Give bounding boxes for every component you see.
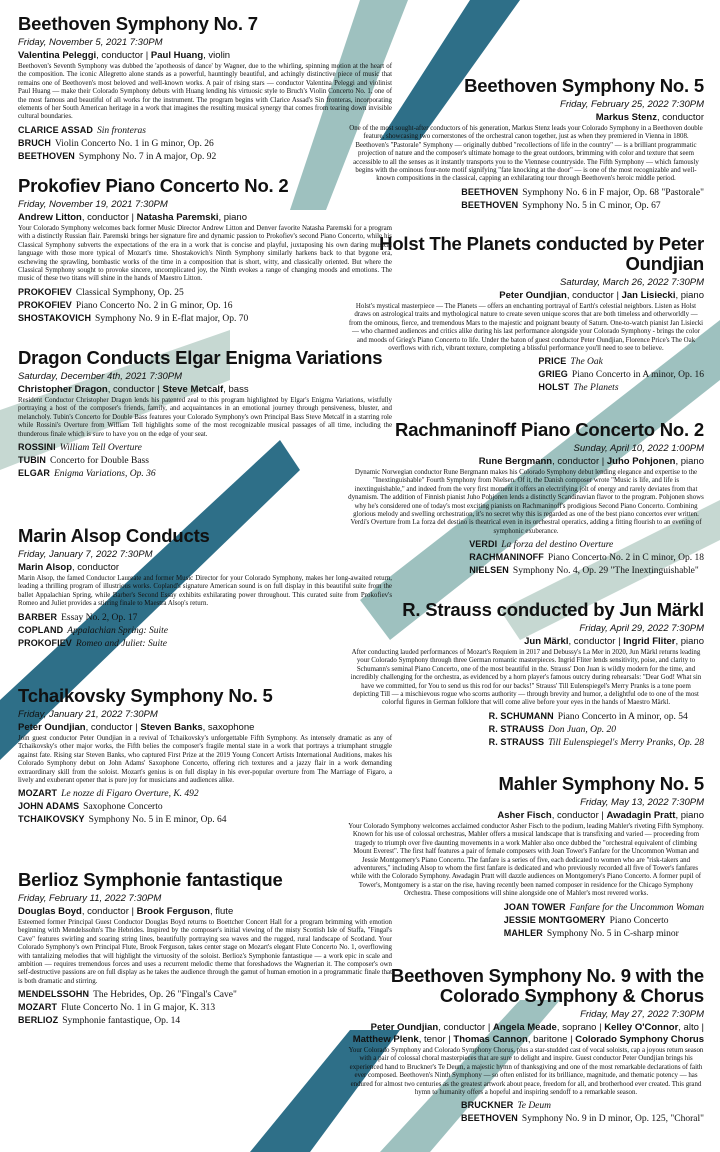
program-list xyxy=(469,538,704,577)
performer-role: , conductor xyxy=(566,290,614,301)
program-composer: MENDELSSOHN xyxy=(18,989,90,1000)
performer-role: , conductor xyxy=(72,562,120,573)
program-item xyxy=(18,611,392,624)
concert-marin-alsop xyxy=(18,526,392,650)
performer-name: Steve Metcalf xyxy=(162,384,224,395)
concert-date: Friday, February 11, 2022 7:30PM xyxy=(18,893,162,904)
concert-title: Berlioz Symphonie fantastique xyxy=(18,869,283,890)
concert-title: Beethoven Symphony No. 9 with the Colorado Symphony & Chorus xyxy=(390,965,704,1006)
concert-title: Beethoven Symphony No. 5 xyxy=(464,75,704,96)
program-item xyxy=(489,710,704,723)
program-list xyxy=(504,901,704,940)
performer-name: Peter Oundjian xyxy=(18,722,86,733)
performer-name: Awadagin Pratt xyxy=(606,810,676,821)
program-item xyxy=(18,467,392,480)
program-composer: BEETHOVEN xyxy=(18,150,75,161)
program-composer: ROSSINI xyxy=(18,442,56,453)
concert-description: Marin Alsop, the famed Conductor Laureate and former Music Director for your Colorado Symphony, makes her long-awaited return, leading a thrilling program of illustrious works. Copland's signature American sound is on full display in this beautiful suite from the ballet Appalachian Spring, while Barber's Second Essay exhibits exhilarating power throughout. This curated suite from Prokofiev's Romeo and Juliet provides a stirring finale to Maestra Alsop's return. xyxy=(18,575,392,608)
concert-prokofiev-2 xyxy=(18,176,392,325)
program-work: Don Juan, Op. 20 xyxy=(548,724,616,735)
program-item xyxy=(18,813,392,826)
performer-line: Peter Oundjian, conductor | Angela Meade, soprano | Kelley O'Connor, alto | Matthew Plenk, tenor | Thomas Cannon, baritone | Colorado Symphony Chorus xyxy=(352,1022,704,1045)
program-list xyxy=(461,1099,704,1125)
performer-role: , conductor xyxy=(81,212,129,223)
concert-date: Friday, November 19, 2021 7:30PM xyxy=(18,199,168,210)
performer-name: Andrew Litton xyxy=(18,212,82,223)
performer-role: , conductor xyxy=(568,636,616,647)
performer-name: Christopher Dragon xyxy=(18,384,108,395)
performer-role: , violin xyxy=(203,50,231,61)
concert-beethoven-9 xyxy=(348,966,704,1126)
concert-description: One of the most sought-after conductors of his generation, Markus Stenz leads your Colorado Symphony in a Beethoven double feature, showcasing two cornerstones of the orchestral canon together, just as when they premiered in Vienna in 1808. Beethoven's "Pastorale" Symphony — originally dubbed "recollections of life in the country" — is a brilliant programmatic projection of nature and the composer's ultimate homage to the great outdoors, brimming with color and texture that seem accessible to all the senses as it instantly transports you to the Viennese countryside. The Fifth Symphony — which famously begins with the ominous four-note motif signifying "fate knocking at the door" — is one of the most recognizable and well-known compositions in the classical, capping an exhilarating tour through Beethoven's heroic middle period. xyxy=(349,125,703,183)
concert-description: Your Colorado Symphony welcomes back former Music Director Andrew Litton and Denver favorite Natasha Paremski for a program with a distinctly Russian flair. Paremski brings her signature fire and dynamic passion to Prokofiev's second Piano Concerto, while his Classical Symphony subverts the expectations of the era in a work that is concise and playful, juxtaposing his own daring musical language with those more typical of Mozart's time. Shostakovich's Ninth Symphony similarly harkens back to that bygone era, eschewing the sprawling, bombastic works of the time in a composition that is short, witty, and classically oriented. But where the Classical Symphony sought to provoke sincere, uncomplicated joy, the Ninth evokes a range of changing moods and emotions. The music of these two titans will shine in the hands of Maestro Litton. xyxy=(18,225,392,283)
performer-name: Brook Ferguson xyxy=(136,906,210,917)
program-item xyxy=(18,299,392,312)
performer-role: , flute xyxy=(210,906,234,917)
performer-line: Christopher Dragon, conductor | Steve Metcalf, bass xyxy=(18,384,249,395)
concert-date: Friday, November 5, 2021 7:30PM xyxy=(18,37,163,48)
program-list xyxy=(18,441,392,480)
program-list xyxy=(489,710,704,749)
program-composer: JESSIE MONTGOMERY xyxy=(503,914,606,925)
performer-line xyxy=(348,112,704,124)
program-work: Symphony No. 5 in E minor, Op. 64 xyxy=(88,815,227,826)
concert-date: Friday, January 7, 2022 7:30PM xyxy=(18,549,153,560)
program-item xyxy=(469,551,704,564)
program-composer: PROKOFIEV xyxy=(18,637,72,648)
performer-name: Jan Lisiecki xyxy=(621,290,676,301)
performer-name: Ingrid Fliter xyxy=(623,636,676,647)
concert-holst-planets xyxy=(348,234,704,395)
performer-line: Asher Fisch, conductor | Awadagin Pratt, piano xyxy=(497,810,704,821)
program-item xyxy=(504,914,704,927)
program-item xyxy=(504,901,704,914)
program-item xyxy=(469,538,704,551)
performer-role: , bass xyxy=(223,384,249,395)
performer-name: Steven Banks xyxy=(140,722,203,733)
program-work: Fanfare for the Uncommon Woman xyxy=(569,902,704,913)
program-composer: BEETHOVEN xyxy=(461,1113,518,1124)
performer-name: Peter Oundjian xyxy=(499,290,567,301)
concert-title: Rachmaninoff Piano Concerto No. 2 xyxy=(395,419,704,440)
performer-line: Douglas Boyd, conductor | Brook Ferguson, flute xyxy=(18,906,234,917)
performer-role: , saxophone xyxy=(202,722,255,733)
program-item xyxy=(538,381,704,394)
concert-date: Friday, February 25, 2022 7:30PM xyxy=(560,99,704,110)
program-work: Concerto for Double Bass xyxy=(50,456,149,467)
performer-name: Asher Fisch xyxy=(497,810,552,821)
program-item xyxy=(18,624,392,637)
program-composer: BRUCH xyxy=(18,137,51,148)
program-work: Piano Concerto No. 2 in C minor, Op. 18 xyxy=(547,553,704,564)
program-composer: HOLST xyxy=(538,382,570,393)
performer-name: Colorado Symphony Chorus xyxy=(575,1034,704,1045)
concert-description: Your Colorado Symphony and Colorado Symphony Chorus, plus a star-studded cast of vocal soloists, cap a joyous return season with a pair of colossal choral masterpieces that are sure to delight and inspire. Guest conductor Peter Oundjian brings his experienced hand to Bruckner's Te Deum, a majestic hymn of thanksgiving and one of the most remarkable declarations of faith ever composed. Beethoven's Ninth Symphony — so often enlisted for its brilliance, magnitude, and thematic potency — has endured for almost two centuries as the greatest artwork about peace, freedom for all, and brotherhood ever created. This grand hymn to humanity offers a hopeful and inspiring sendoff to a remarkable season. xyxy=(348,1047,704,1097)
program-work: The Oak xyxy=(570,357,603,368)
performer-line: Jun Märkl, conductor | Ingrid Fliter, piano xyxy=(524,636,704,647)
performer-line: Peter Oundjian, conductor | Jan Lisiecki, piano xyxy=(499,290,704,301)
program-composer: TCHAIKOVSKY xyxy=(18,814,85,825)
program-list xyxy=(18,611,392,650)
concert-elgar-enigma xyxy=(18,348,392,480)
program-work: Piano Concerto No. 2 in G minor, Op. 16 xyxy=(75,300,233,311)
program-composer: MAHLER xyxy=(503,927,543,938)
performer-name: Paul Huang xyxy=(150,50,204,61)
program-list xyxy=(538,355,704,394)
concert-beethoven-7 xyxy=(18,14,392,163)
performer-role: , conductor xyxy=(657,112,704,123)
performer-line: Andrew Litton, conductor | Natasha Paremski, piano xyxy=(18,212,247,223)
performer-name: Marin Alsop xyxy=(18,562,73,573)
program-item xyxy=(18,787,392,800)
program-list xyxy=(18,787,392,826)
program-work: Essay No. 2, Op. 17 xyxy=(61,612,138,623)
program-composer: R. STRAUSS xyxy=(488,736,545,747)
concert-date: Sunday, April 10, 2022 1:00PM xyxy=(573,443,704,454)
concert-title: Marin Alsop Conducts xyxy=(18,525,210,546)
program-item xyxy=(18,1014,392,1027)
program-work: Symphony No. 7 in A major, Op. 92 xyxy=(78,151,217,162)
program-composer: JOHN ADAMS xyxy=(18,801,80,812)
program-item xyxy=(461,186,704,199)
performer-role: , baritone xyxy=(527,1034,568,1045)
performer-role: , piano xyxy=(675,636,704,647)
program-composer: R. STRAUSS xyxy=(488,723,545,734)
performer-role: , conductor xyxy=(96,50,144,61)
program-composer: PROKOFIEV xyxy=(18,286,72,297)
program-work: Le nozze di Figaro Overture, K. 492 xyxy=(61,789,199,800)
performer-name: Douglas Boyd xyxy=(18,906,82,917)
program-work: Symphony No. 9 in E-flat major, Op. 70 xyxy=(95,313,249,324)
concert-date: Friday, May 27, 2022 7:30PM xyxy=(580,1009,704,1020)
concert-title: Beethoven Symphony No. 7 xyxy=(18,13,258,34)
program-composer: GRIEG xyxy=(538,369,568,380)
program-item xyxy=(18,150,392,163)
performer-name: Angela Meade xyxy=(492,1022,557,1033)
program-composer: R. SCHUMANN xyxy=(488,710,554,721)
concert-date: Friday, April 29, 2022 7:30PM xyxy=(579,623,704,634)
concert-title: Dragon Conducts Elgar Enigma Variations xyxy=(18,347,383,368)
program-composer: SHOSTAKOVICH xyxy=(18,312,92,323)
performer-name: Kelley O'Connor xyxy=(604,1022,679,1033)
program-item xyxy=(18,988,392,1001)
concert-strauss-markl xyxy=(348,600,704,750)
performer-name: Peter Oundjian xyxy=(370,1022,439,1033)
performer-role: , conductor xyxy=(438,1022,486,1033)
program-item xyxy=(18,1001,392,1014)
concert-description: Holst's mystical masterpiece — The Planets — offers an enchanting portrayal of Earth's celestial neighbors. Listen as Holst draws on astrological traits and mythological nature to create seven unique scores that are both timeless and otherworldly — from the ominous, fierce, and tremendous Mars to the majestic and poignant beauty of Saturn. One-to-watch pianist Jan Lisiecki — who charmed audiences and critics alike during his last performance alongside your Colorado Symphony - brings the color and moods of Grieg's Piano Concerto to life. Under the baton of guest conductor Peter Oundjian, Florence Price's The Oak overflows with rich, vibrant texture, completing a blissful performance you'll need to see to believe. xyxy=(348,303,704,353)
program-work: Symphony No. 5 in C minor, Op. 67 xyxy=(522,200,661,211)
performer-name: Valentina Peleggi xyxy=(18,50,97,61)
program-work: Piano Concerto xyxy=(609,915,669,926)
performer-role: , tenor xyxy=(418,1034,446,1045)
program-list xyxy=(18,124,392,163)
performer-name: Thomas Cannon xyxy=(453,1034,528,1045)
program-item xyxy=(489,723,704,736)
program-work: La forza del destino Overture xyxy=(501,540,614,551)
concert-description: Your Colorado Symphony welcomes acclaimed conductor Asher Fisch to the podium, leading Mahler's riveting Fifth Symphony. Known for his use of colossal orchestras, Mahler offers a musical landscape that is transfixing and varied — proceeding from tragedy to triumph over five daunting movements in a work Mahler also once dubbed the "orchestral equivalent of climbing Mount Everest". The first half features a pair of female composers with Joan Tower's Fanfare for the Uncommon Woman and Jessie Montgomery's Piano Concerto. The fanfare is a series of five, each dedicated to women who are "risk-takers and adventurers," including Alsop to whom the first fanfare is dedicated and who previously recorded all five of Tower's fanfares while with the Colorado Symphony. Awadagin Pratt will dazzle audiences on Montgomery's Piano Concerto. A former pupil of Tower's, Montgomery is a star on the rise, having recently been named composer in residence for the Chicago Symphony Orchestra. These compositions will shine alongside one of Mahler's most revered works. xyxy=(348,823,704,898)
performer-name: Matthew Plenk xyxy=(352,1034,419,1045)
concert-title: Mahler Symphony No. 5 xyxy=(498,773,704,794)
program-work: Symphony No. 9 in D minor, Op. 125, "Choral" xyxy=(521,1114,704,1125)
performer-name: Rune Bergmann xyxy=(478,456,553,467)
program-work: Appalachian Spring: Suite xyxy=(67,625,168,636)
program-composer: CLARICE ASSAD xyxy=(18,124,93,135)
performer-role: , piano xyxy=(218,212,247,223)
program-work: Symphony No. 4, Op. 29 "The Inextinguishable" xyxy=(512,566,699,577)
concert-description: After conducting lauded performances of Mozart's Requiem in 2017 and Debussy's La Mer in 2020, Jun Märkl returns leading your Colorado Symphony through three German romantic masterpieces. Ingrid Fliter lends sensitivity, poise, and clarity to Schumann's seminal Piano Concerto, one of the most beautiful in the. Strauss' Don Juan is wildly modern for the time, and incredibly challenging for the orchestra, as evidenced by a horn player's famous outcry during rehearsals: "Dear God! What sin have we committed, for You to send us this rod for our backs!" Strauss' Till Eulenspiegel's Merry Pranks is a tone poem depicting Till — a mischievous rogue who scorns authority — through brevity and humor, a delightful ode to one of the most colorful figures in German folklore that will come alive before your eyes in the hands of Maestro Märkl. xyxy=(350,649,702,707)
concert-description: Resident Conductor Christopher Dragon lends his patented zeal to this program highlighted by Elgar's Enigma Variations, wistfully portraying a host of the composer's friends, family, and acquaintances in an emotional journey through pensiveness, bluster, and melancholy. Tubin's Concerto for Double Bass features your Colorado Symphony's own Principal Bass Steve Metcalf in a starring role while Rossini's Overture from William Tell highlights some of the most recognizable musical passages of all time, including the thunderous finale which is sure to have you on the edge of your seat. xyxy=(18,397,392,438)
concert-berlioz xyxy=(18,870,392,1027)
concert-title: Prokofiev Piano Concerto No. 2 xyxy=(18,175,289,196)
program-composer: NIELSEN xyxy=(469,565,509,576)
performer-line xyxy=(18,562,392,574)
performer-name: Jun Märkl xyxy=(524,636,569,647)
program-item xyxy=(538,355,704,368)
program-composer: PROKOFIEV xyxy=(18,299,72,310)
program-work: Till Eulenspiegel's Merry Pranks, Op. 28 xyxy=(548,737,704,748)
program-work: Sin fronteras xyxy=(96,125,146,136)
program-composer: COPLAND xyxy=(18,624,64,635)
program-item xyxy=(18,286,392,299)
program-item xyxy=(18,637,392,650)
program-work: Enigma Variations, Op. 36 xyxy=(54,469,156,480)
performer-name: Juho Pohjonen xyxy=(606,456,676,467)
performer-role: , piano xyxy=(675,456,704,467)
program-work: Violin Concerto No. 1 in G minor, Op. 26 xyxy=(55,138,214,149)
concert-beethoven-5 xyxy=(348,76,704,213)
program-item xyxy=(18,454,392,467)
concert-title: R. Strauss conducted by Jun Märkl xyxy=(402,599,704,620)
concert-date: Friday, May 13, 2022 7:30PM xyxy=(580,797,704,808)
program-item xyxy=(18,441,392,454)
program-item xyxy=(18,137,392,150)
performer-role: , conductor xyxy=(552,456,600,467)
concert-mahler-5 xyxy=(348,774,704,941)
concert-title: Tchaikovsky Symphony No. 5 xyxy=(18,685,273,706)
performer-line: Peter Oundjian, conductor | Steven Banks, saxophone xyxy=(18,722,255,733)
performer-name: Natasha Paremski xyxy=(136,212,219,223)
program-item xyxy=(538,368,704,381)
program-composer: TUBIN xyxy=(18,455,46,466)
program-composer: ELGAR xyxy=(18,468,50,479)
program-item xyxy=(461,1099,704,1112)
program-work: Te Deum xyxy=(517,1101,552,1112)
performer-role: , piano xyxy=(675,290,704,301)
performer-role: , soprano xyxy=(556,1022,597,1033)
program-work: Piano Concerto in A minor, op. 54 xyxy=(557,711,688,722)
concert-date: Saturday, December 4th, 2021 7:30PM xyxy=(18,371,183,382)
program-list xyxy=(461,186,704,212)
concert-description: Beethoven's Seventh Symphony was dubbed the 'apotheosis of dance' by Wagner, due to the whirling, spinning motion at the heart of the composition. The iconic Allegretto alone stands as a powerful, hauntingly beautiful, and achingly distinctive piece of music that remains one of Beethoven's most beloved and well-known works. A pair of rising stars — conductor Valentina Peleggi and violinist Paul Huang — make their Colorado Symphony debuts with Huang lending his virtuosic style to Bruch's Violin Concerto No. 1, one of the most famous and beautiful of all works for the instrument. The program begins with Clarice Assad's Sin fronteras, incorporating elements of her South American heritage in a work that imagines the resulting musical synergy that comes from tearing down invisible cultural boundaries. xyxy=(18,63,392,121)
concert-description: Dynamic Norwegian conductor Rune Bergmann makes his Colorado Symphony debut lending elegance and expertise to the "Inextinguishable" Fourth Symphony from Nielsen. Of it, the Danish composer wrote "Music is life, and life is inextinguishable," and indeed from the very first moment it offers an electrifying jolt of energy and rarely deviates from that dynamism. The addition of Finnish pianist Juho Pohjonen lends a distinctly Scandinavian flavor to the program. Pohjonen shows why he's considered one of today's most exciting pianists on Rachmaninoff's prodigious Second Piano Concerto. Combining glorious melody and swelling orchestration, it's no secret why this is regarded as one of the best piano concertos ever written. Verdi's Overture from La forza del destino is theatrical even in its orchestral operatics, adding a fitting flourish to an evening of symphonic exuberance. xyxy=(348,469,704,535)
program-item xyxy=(461,199,704,212)
program-work: Piano Concerto in A minor, Op. 16 xyxy=(571,370,704,381)
program-composer: MOZART xyxy=(18,788,58,799)
program-composer: PRICE xyxy=(538,356,567,367)
program-item xyxy=(18,312,392,325)
performer-role: , piano xyxy=(675,810,704,821)
program-work: Symphony No. 6 in F major, Op. 68 "Pastorale" xyxy=(522,187,704,198)
program-composer: RACHMANINOFF xyxy=(469,552,544,563)
performer-line: Valentina Peleggi, conductor | Paul Huang, violin xyxy=(18,50,231,61)
concert-description: Join guest conductor Peter Oundjian in a revival of Tchaikovsky's unforgettable Fifth Symphony. As intensely dramatic as any of Tchaikovsky's other major works, the Fifth belies the composer's fragile mental state in a work that portrays a triumphant struggle against fate. Rising star Steven Banks, who captured First Prize at the 2019 Young Concert Artists International Auditions, makes his Colorado Symphony debut on John Adams' Saxophone Concerto, offering rich textures and a jazzy flair in a work demanding extraordinary skill from the soloist. Mozart's genius is on full display in his ever-popular overture from The Marriage of Figaro, a lively and exuberant opener that is pure joy for musicians and audiences alike. xyxy=(18,735,392,785)
program-work: The Hebrides, Op. 26 "Fingal's Cave" xyxy=(93,990,237,1001)
concert-description: Esteemed former Principal Guest Conductor Douglas Boyd returns to Boettcher Concert Hall for a program brimming with emotion beginning with Mendelssohn's The Hebrides. Inspired by the composer's initial viewing of the misty Scottish Isle of Staffa, "Fingal's Cave" features swirling and soaring string lines, beautifully portraying sea waves and the rugged, rural landscape of Scotland. Your Colorado Symphony's own Principal Flute, Brook Ferguson, takes center stage on Mozart's elegant Flute Concerto No. 1, overflowing with tantalizing melodies that will highlight the virtuosity of the soloist. Berlioz's Symphonie fantastique — a work epic in scale and ambition — requires tremendous forces and uses a recurrent melodic theme that foreshadows the Wagnerian it. The composer's own self-destructive passions are on full display as he takes the audience through the gamut of human emotion in a programmatic finale that is both dramatic and stirring. xyxy=(18,919,392,985)
program-item xyxy=(461,1112,704,1125)
program-list xyxy=(18,286,392,325)
program-item xyxy=(18,124,392,137)
program-list xyxy=(18,988,392,1027)
performer-line: Rune Bergmann, conductor | Juho Pohjonen, piano xyxy=(478,456,704,467)
concert-date: Saturday, March 26, 2022 7:30PM xyxy=(560,277,704,288)
program-work: William Tell Overture xyxy=(59,443,142,454)
program-composer: JOAN TOWER xyxy=(503,901,566,912)
program-work: The Planets xyxy=(573,383,619,394)
program-item xyxy=(469,564,704,577)
program-item xyxy=(18,800,392,813)
concert-rachmaninoff-2 xyxy=(348,420,704,578)
performer-role: , alto xyxy=(678,1022,699,1033)
program-composer: MOZART xyxy=(18,1002,58,1013)
performer-role: , conductor xyxy=(107,384,155,395)
program-item xyxy=(489,736,704,749)
performer-role: , conductor xyxy=(551,810,599,821)
performer-role: , conductor xyxy=(85,722,133,733)
program-composer: BRUCKNER xyxy=(461,1100,514,1111)
program-work: Romeo and Juliet: Suite xyxy=(75,638,167,649)
program-composer: VERDI xyxy=(469,539,498,550)
concert-tchaikovsky-5 xyxy=(18,686,392,826)
performer-name: Markus Stenz xyxy=(595,112,657,123)
concert-title: Holst The Planets conducted by Peter Oundjian xyxy=(379,233,704,274)
program-composer: BERLIOZ xyxy=(18,1015,59,1026)
program-work: Symphonie fantastique, Op. 14 xyxy=(62,1016,181,1027)
performer-role: , conductor xyxy=(81,906,129,917)
program-composer: BEETHOVEN xyxy=(461,199,519,210)
program-item xyxy=(504,927,704,940)
concert-date: Friday, January 21, 2022 7:30PM xyxy=(18,709,158,720)
program-work: Saxophone Concerto xyxy=(83,802,163,813)
program-work: Classical Symphony, Op. 25 xyxy=(75,287,184,298)
program-work: Symphony No. 5 in C-sharp minor xyxy=(546,928,679,939)
program-composer: BARBER xyxy=(18,611,58,622)
program-work: Flute Concerto No. 1 in G major, K. 313 xyxy=(61,1003,216,1014)
program-composer: BEETHOVEN xyxy=(461,186,519,197)
